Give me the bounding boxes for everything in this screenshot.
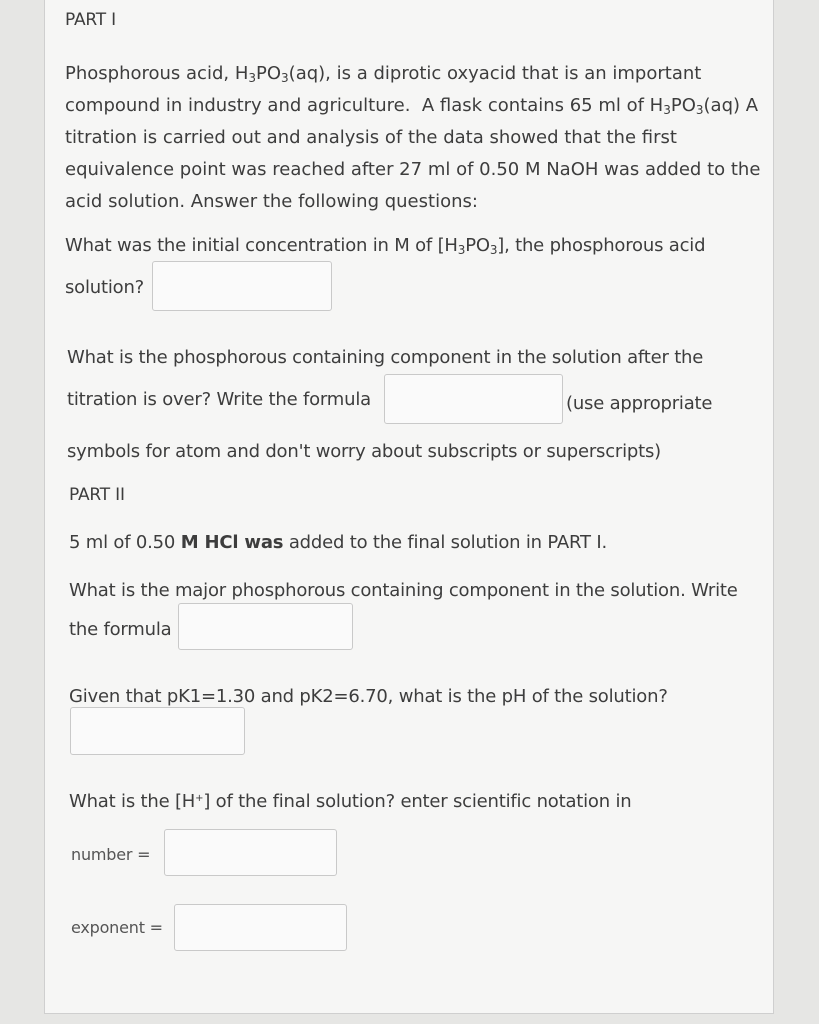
- question-card: [44, 0, 774, 1014]
- number-input[interactable]: [164, 829, 337, 876]
- q4-answer-input[interactable]: [70, 707, 245, 755]
- q5-text: What is the [H+] of the final solution? enter scientific notation in: [69, 791, 632, 812]
- part1-heading: PART I: [65, 10, 116, 30]
- q2-answer-input[interactable]: [384, 374, 563, 424]
- part2-heading: PART II: [69, 485, 125, 505]
- q3-answer-input[interactable]: [178, 603, 353, 650]
- number-label: number =: [71, 845, 151, 864]
- q2-line-1: What is the phosphorous containing component in the solution after the: [67, 347, 704, 368]
- q1-line-2: solution?: [65, 277, 145, 298]
- intro-line-3: titration is carried out and analysis of the data showed that the first: [65, 127, 677, 148]
- q2-line-2: titration is over? Write the formula: [67, 389, 371, 410]
- q1-answer-input[interactable]: [152, 261, 332, 311]
- part1-intro: [65, 58, 765, 218]
- intro-line-1: Phosphorous acid, $H_3PO_3(aq)$, is a diprotic oxyacid that is an important: [65, 63, 702, 85]
- q3-line-1: What is the major phosphorous containing component in the solution. Write: [69, 580, 738, 601]
- intro-line-4: equivalence point was reached after 27 ml of 0.50 M NaOH was added to the: [65, 159, 761, 180]
- intro-line-5: acid solution. Answer the following questions:: [65, 191, 478, 212]
- q3-line-2: the formula: [69, 619, 172, 640]
- q2-after-text: (use appropriate: [566, 393, 713, 414]
- q4-text: Given that pK1=1.30 and pK2=6.70, what is the pH of the solution?: [69, 686, 668, 707]
- exponent-input[interactable]: [174, 904, 347, 951]
- q1-line-1: What was the initial concentration in M of $[H_3PO_3]$, the phosphorous acid: [65, 235, 706, 257]
- part2-intro: 5 ml of 0.50 M HCl was added to the final solution in PART I.: [69, 532, 607, 553]
- intro-line-2: compound in industry and agriculture. A flask contains 65 ml of $H_3PO_3(aq)$ A: [65, 95, 759, 117]
- exponent-label: exponent =: [71, 918, 163, 937]
- q2-line-3: symbols for atom and don't worry about subscripts or superscripts): [67, 441, 661, 462]
